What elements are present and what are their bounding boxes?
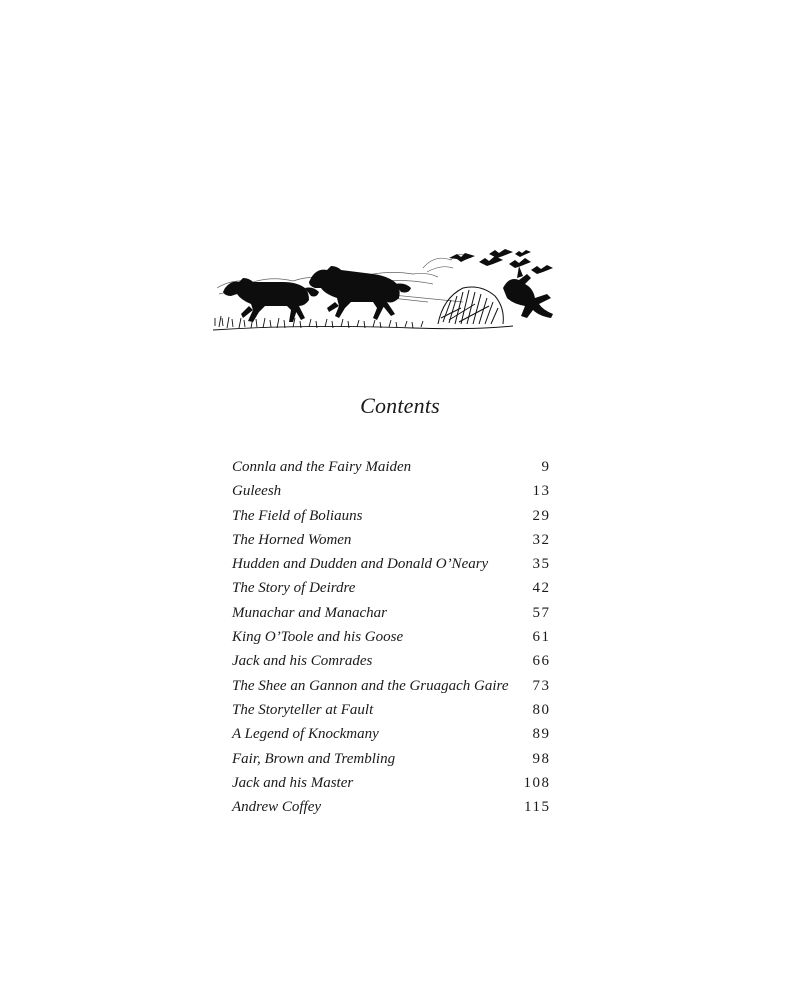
toc-entry-page: 66 (532, 653, 551, 670)
toc-entry-title: The Horned Women (232, 531, 352, 548)
toc-entry-title: Jack and his Comrades (232, 653, 373, 670)
toc-entry-page: 42 (532, 580, 551, 597)
toc-entry-page: 32 (532, 531, 551, 548)
toc-entry-page: 61 (532, 629, 551, 646)
toc-entry-title: Guleesh (232, 483, 282, 500)
toc-entry[interactable] (232, 747, 549, 771)
toc-entry-page: 89 (532, 726, 551, 743)
toc-entry[interactable] (232, 479, 549, 503)
toc-entry[interactable] (232, 625, 549, 649)
toc-entry-title: Munachar and Manachar (232, 604, 387, 621)
toc-entry-page: 108 (523, 774, 551, 791)
table-of-contents (232, 455, 549, 819)
toc-entry[interactable] (232, 552, 549, 576)
toc-entry[interactable] (232, 455, 549, 479)
toc-entry-title: Andrew Coffey (232, 799, 322, 816)
toc-entry-page: 80 (532, 701, 551, 718)
toc-entry-title: The Story of Deirdre (232, 580, 356, 597)
toc-entry-page: 98 (532, 750, 551, 767)
toc-entry-page: 9 (541, 459, 551, 475)
toc-entry[interactable] (232, 649, 549, 673)
toc-entry[interactable] (232, 504, 549, 528)
toc-entry[interactable] (232, 698, 549, 722)
toc-entry-title: Jack and his Master (232, 774, 354, 791)
toc-entry[interactable] (232, 722, 549, 746)
toc-entry-page: 35 (532, 556, 551, 573)
toc-entry-title: Connla and the Fairy Maiden (232, 459, 412, 475)
toc-entry-page: 29 (532, 507, 551, 524)
page-title: Contents (360, 393, 440, 418)
toc-entry[interactable] (232, 601, 549, 625)
toc-entry[interactable] (232, 576, 549, 600)
toc-entry-page: 73 (532, 677, 551, 694)
toc-entry[interactable] (232, 674, 549, 698)
toc-entry[interactable] (232, 528, 549, 552)
toc-entry-title: Hudden and Dudden and Donald O’Neary (232, 556, 489, 573)
toc-entry-title: King O’Toole and his Goose (232, 629, 404, 646)
toc-entry[interactable] (232, 771, 549, 795)
toc-entry-title: A Legend of Knockmany (232, 726, 379, 743)
toc-entry-page: 13 (532, 483, 551, 500)
toc-entry[interactable] (232, 795, 549, 819)
horses-illustration-icon (213, 248, 560, 332)
toc-entry-title: The Field of Boliauns (232, 507, 363, 524)
toc-entry-page: 115 (524, 799, 551, 816)
toc-entry-title: Fair, Brown and Trembling (232, 750, 396, 767)
toc-entry-title: The Shee an Gannon and the Gruagach Gaire (232, 677, 509, 694)
toc-entry-title: The Storyteller at Fault (232, 701, 374, 718)
toc-entry-page: 57 (532, 604, 551, 621)
